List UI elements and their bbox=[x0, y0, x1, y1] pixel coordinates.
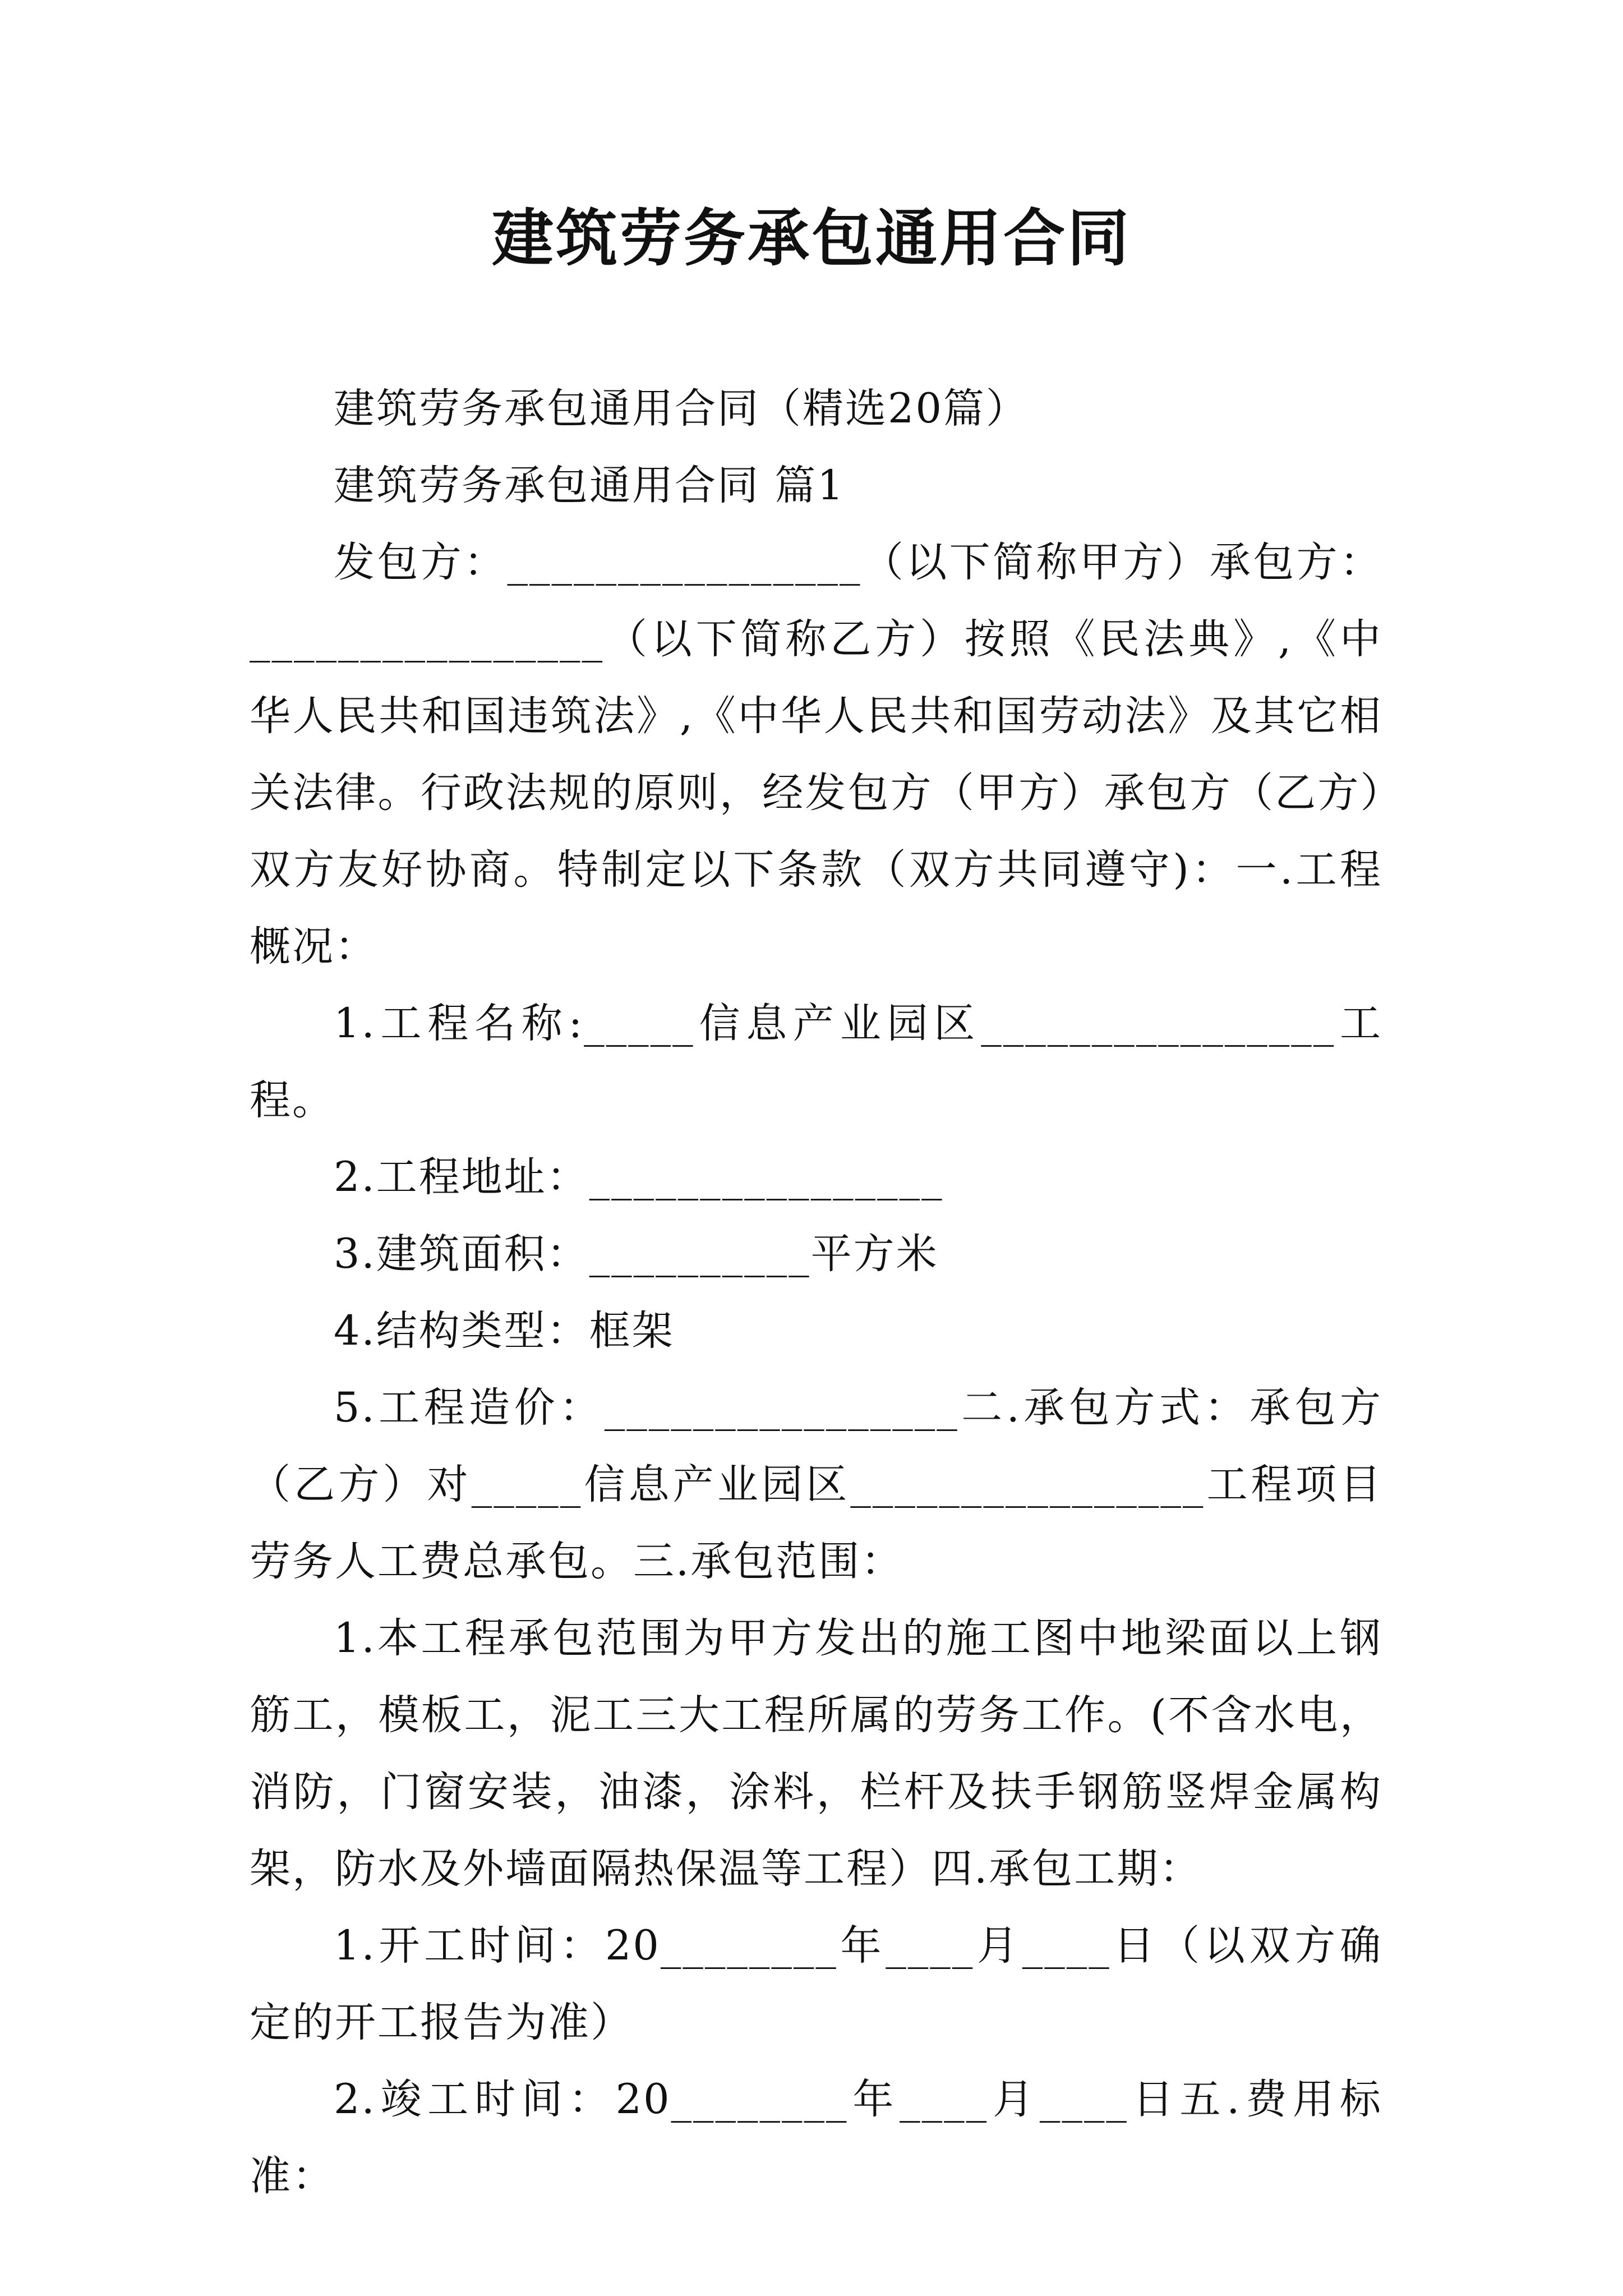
document-title: 建筑劳务承包通用合同 bbox=[492, 202, 1131, 274]
paragraph-scope: 1.本工程承包范围为甲方发出的施工图中地梁面以上钢筋工，模板工，泥工三大工程所属的劳务工作。(不含水电，消防，门窗安装，油漆，涂料，栏杆及扶手钢筋竖焊金属构架，防水及外墙面隔热保温等工程）四.承包工期： bbox=[250, 1614, 1382, 1893]
paragraph-subtitle: 建筑劳务承包通用合同（精选20篇） bbox=[334, 385, 1029, 432]
document-body bbox=[250, 370, 1382, 2215]
paragraph-section-heading: 建筑劳务承包通用合同 篇1 bbox=[334, 462, 845, 509]
paragraph-structure-type: 4.结构类型：框架 bbox=[334, 1307, 675, 1355]
paragraph-project-address: 2.工程地址：________________ bbox=[334, 1153, 944, 1201]
paragraph-start-date: 1.开工时间：20________年____月____日（以双方确定的开工报告为准） bbox=[250, 1922, 1382, 2046]
paragraph-project-cost: 5.工程造价：________________二.承包方式：承包方（乙方）对_____信息产业园区________________工程项目劳务人工费总承包。三.承包范围： bbox=[250, 1384, 1382, 1585]
paragraph-building-area: 3.建筑面积：__________平方米 bbox=[334, 1230, 939, 1278]
paragraph-parties: 发包方：________________（以下简称甲方）承包方：________________（以下简称乙方）按照《民法典》,《中华人民共和国违筑法》,《中华人民共和国劳动法》及其它相关法律。行政法规的原则，经发包方（甲方）承包方（乙方）双方友好协商。特制定以下条款（双方共同遵守)：一.工程概况： bbox=[250, 539, 1382, 970]
paragraph-completion-date: 2.竣工时间：20________年____月____日五.费用标准： bbox=[250, 2076, 1382, 2200]
paragraph-project-name: 1.工程名称:_____信息产业园区________________工程。 bbox=[250, 1000, 1382, 1124]
